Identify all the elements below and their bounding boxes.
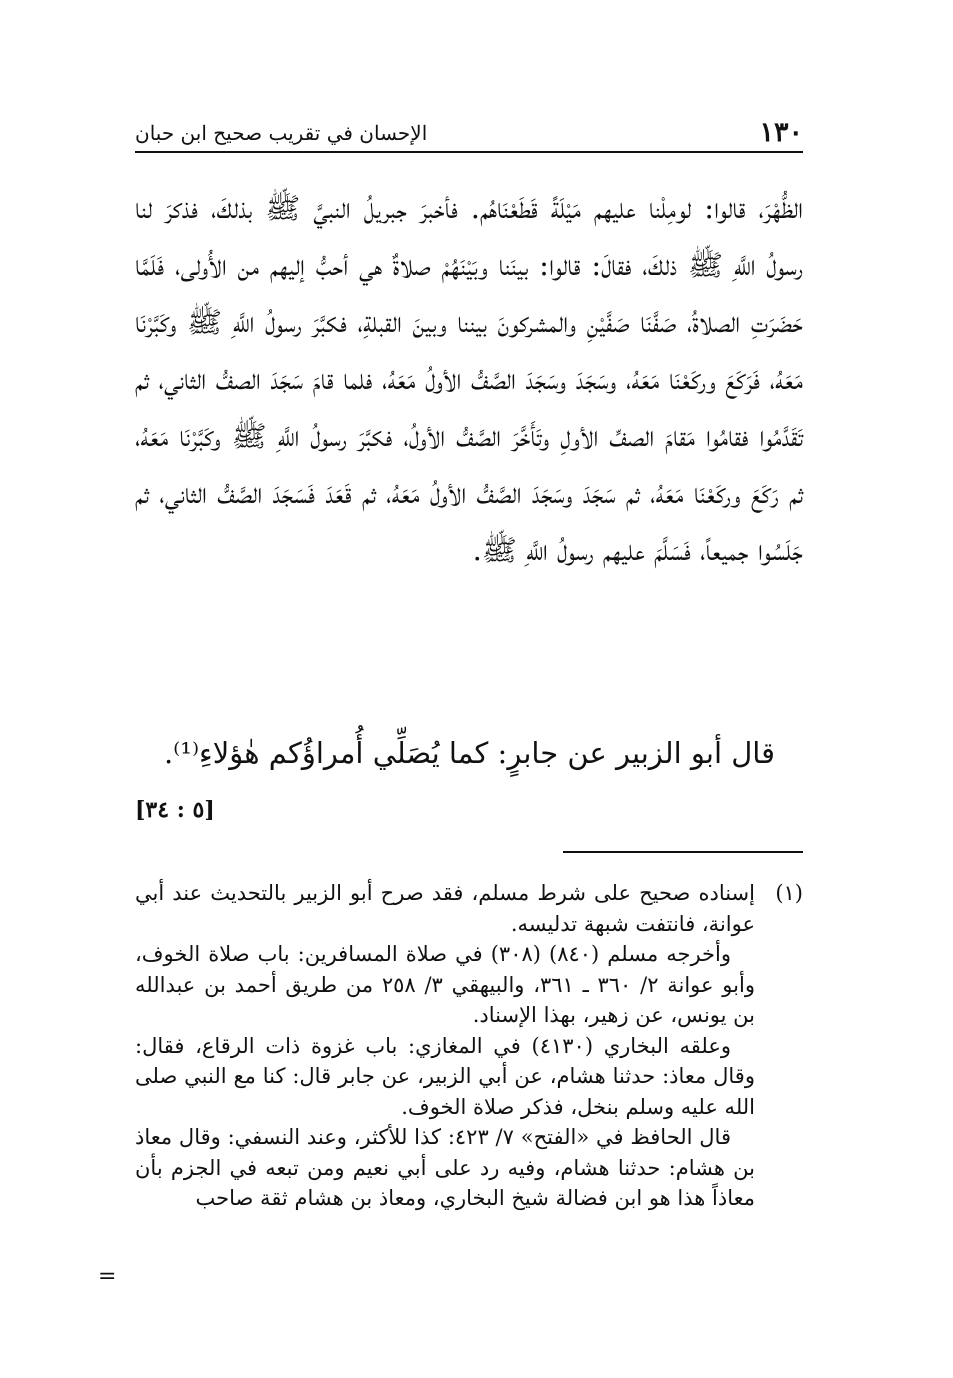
hadith-reference: [٥ : ٣٤] xyxy=(135,797,215,823)
footnote-marker: (١) xyxy=(775,881,803,905)
hadith-quote: قال أبو الزبير عن جابرٍ: كما يُصَلِّي أُمراؤُكم هٰؤلاءِ⁽¹⁾. xyxy=(163,736,775,770)
footnote-1-paragraph-4: قال الحافظ في «الفتح» ٧/ ٤٢٣: كذا للأكثر، وعند النسفي: وقال معاذ بن هشام: حدثنا هشام، وفيه رد على أبي نعيم ومن تبعه في الجزم بأن معاذاً هذا هو ابن فضالة شيخ البخاري، ومعاذ بن هشام ثقة صاحب xyxy=(135,1125,755,1210)
footnotes xyxy=(135,878,803,1214)
footnote-1-paragraph-3: وعلقه البخاري (٤١٣٠) في المغازي: باب غزوة ذات الرقاع، فقال: وقال معاذ: حدثنا هشام، عن أبي الزبير، عن جابر قال: كنا مع النبي صلى الله عليه وسلم بنخل، فذكر صلاة الخوف. xyxy=(135,1033,755,1119)
main-text xyxy=(135,180,803,579)
running-title: الإحسان في تقريب صحيح ابن حبان xyxy=(135,121,428,145)
footnote-1-text: إسناده صحيح على شرط مسلم، فقد صرح أبو الزبير بالتحديث عند أبي عوانة، فانتفت شبهة تدليسه. xyxy=(135,881,755,936)
hadith-paragraph: الظُّهْرَ، قالوا: لومِلْنا عليهم مَيْلَةً قَطَعْنَاهُم. فأخبرَ جبريلُ النبيَّ ﷺ بذلكَ، فذكرَ لنا رسولُ اللَّهِ ﷺ ذلكَ، فقالَ: قالوا: بينَنا وبَيْنَهُمْ صلاةٌ هي أحبُّ إليهم من الأُولى، فَلَمَّا حَضَرَتِ الصلاةُ، صَفَّنَا صَفَّيْنِ والمشركونَ بيننا وبينَ القبلةِ، فكبَّرَ رسولُ اللَّهِ ﷺ وكَبَّرْنَا مَعَهُ، فَرَكَعَ وركَعْنَا مَعَهُ، وسَجَدَ وسَجَدَ الصَّفُّ الأولُ مَعَهُ، فلما قامَ سَجَدَ الصفُّ الثاني، ثم تَقَدَّمُوا فقامُوا مَقامَ الصفِّ الأولِ وتَأَخَّرَ الصَّفُّ الأولُ، فكبَّرَ رسولُ اللَّهِ ﷺ وكَبَّرْنَا مَعَهُ، ثم رَكَعَ وركَعْنَا مَعَهُ، ثم سَجَدَ وسَجَدَ الصَّفُّ الأولُ مَعَهُ، ثم قَعَدَ فَسَجَدَ الصَّفُّ الثاني، ثم جَلَسُوا جميعاً، فَسَلَّمَ عليهم رسولُ اللَّهِ ﷺ. xyxy=(135,191,803,567)
continuation-mark: = xyxy=(98,1264,117,1289)
footnote-rule xyxy=(563,851,803,853)
page-number: ١٣٠ xyxy=(759,117,803,148)
page-header xyxy=(135,112,803,152)
footnote-1-paragraph-2: وأخرجه مسلم (٨٤٠) (٣٠٨) في صلاة المسافرين: باب صلاة الخوف، وأبو عوانة ٢/ ٣٦٠ ـ ٣٦١، والبيهقي ٣/ ٢٥٨ من طريق أحمد بن عبدالله بن يونس، عن زهير، بهذا الإسناد. xyxy=(135,942,755,1027)
header-rule xyxy=(135,151,803,153)
footnote-1 xyxy=(135,878,803,939)
